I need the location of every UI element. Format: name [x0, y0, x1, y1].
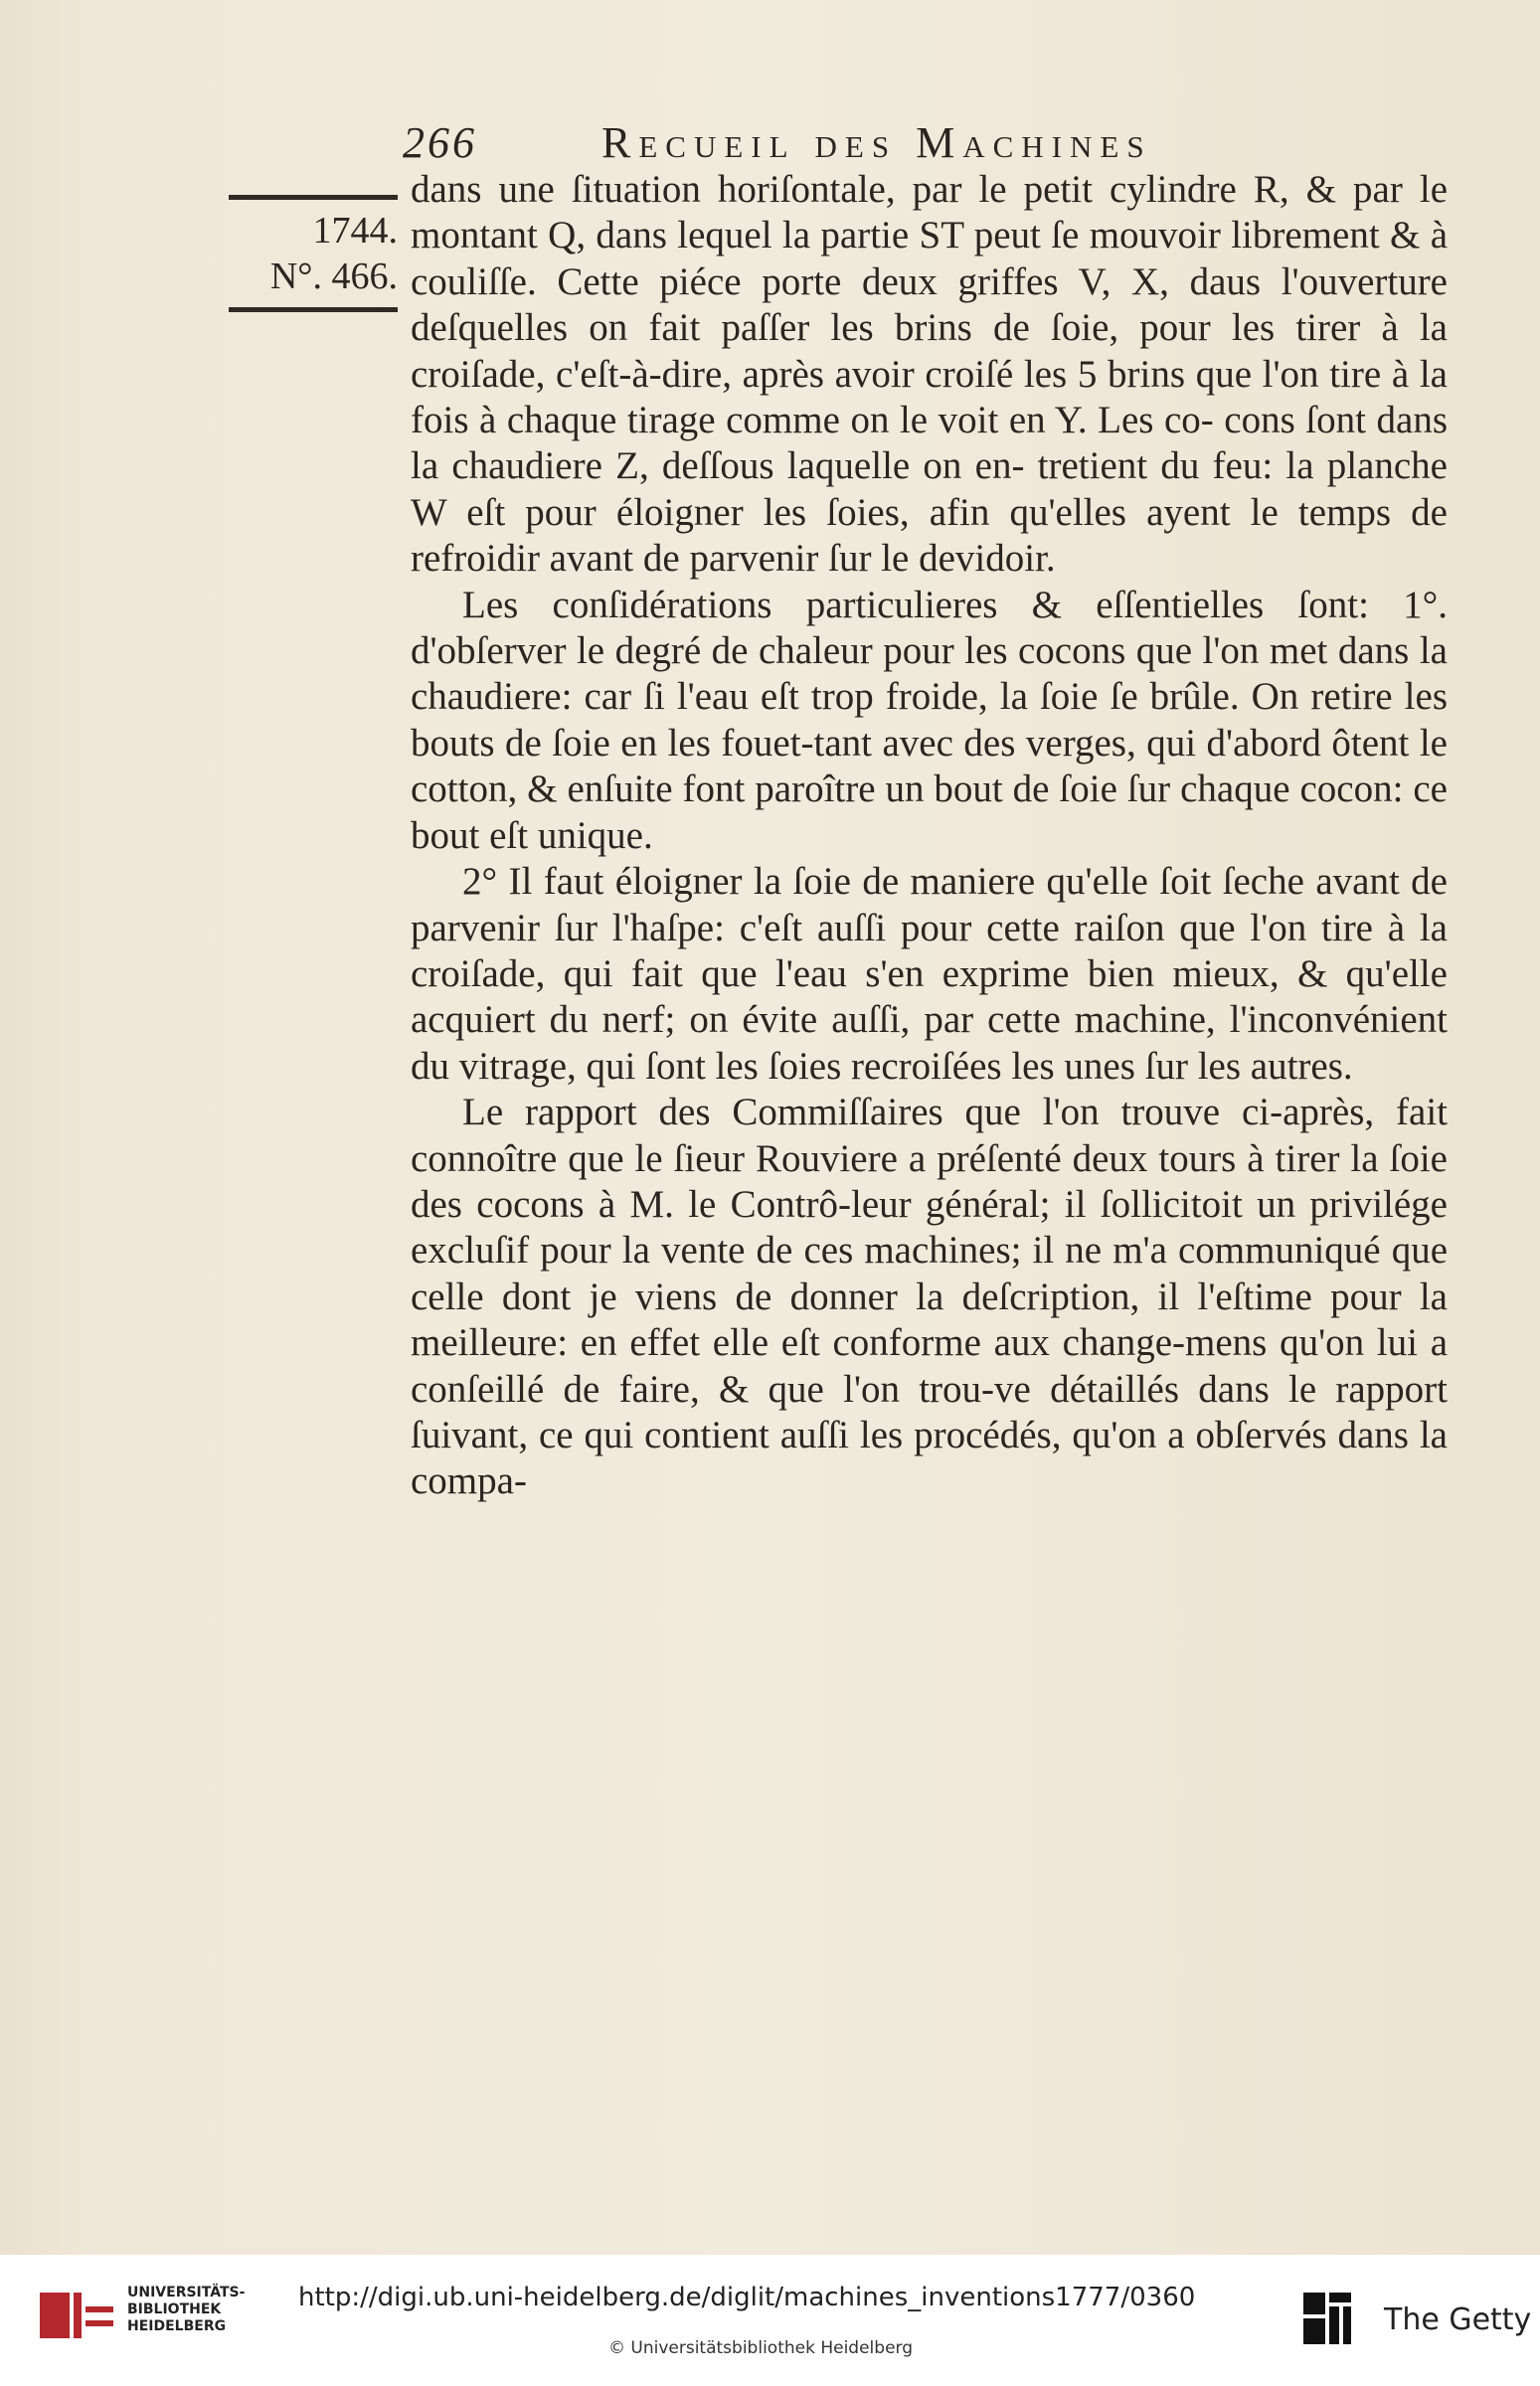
text-line: tretient du feu: la planche W eſt pour éloigner les [411, 444, 1448, 534]
library-name-line: UNIVERSITÄTS- [127, 2285, 246, 2301]
footer-bar [0, 2255, 1540, 2386]
paragraph: 2° Il faut éloigner la ſoie de maniere qu'elle ſoit ſeche avant de parvenir ſur l'haſpe: c'eſt auſſi pour cette raiſon que l'on tire à la croiſade, qui fait que l'eau s'en exprime bien mieux, & qu'elle acquiert du nerf; on évite auſſi, par cette machine, l'inconvénient du vitrage, qui ſont les ſoies recroiſées les unes ſur les autres. [411, 860, 1448, 1088]
text-line: peut ſe mouvoir librement & à couliſſe. Cette piéce [411, 214, 1448, 303]
source-link[interactable]: http://digi.ub.uni-heidelberg.de/diglit/machines_inventions1777/0360 [298, 2283, 1196, 2312]
paragraph [411, 167, 1448, 583]
divider [229, 307, 398, 312]
margin-note [209, 187, 398, 320]
page-number: 266 [403, 118, 477, 167]
text-line: R, & par le montant Q, dans lequel la partie ST [411, 168, 1448, 257]
getty-name: The Getty [1384, 2302, 1532, 2337]
library-name-line: BIBLIOTHEK [127, 2301, 222, 2317]
text-line: c'eſt-à-dire, après avoir croiſé les 5 brins que l'on tire [556, 352, 1392, 396]
library-name-line: HEIDELBERG [127, 2318, 227, 2334]
text-line: parvenir ſur le devidoir. [689, 537, 1056, 581]
library-name [127, 2285, 245, 2335]
margin-number: N°. 466. [269, 256, 398, 297]
paragraph: Les conſidérations particulieres & eſſentielles ſont: 1°. d'obſerver le degré de chaleur pour les cocons que l'on met dans la chaudiere: car ſi l'eau eſt trop froide, la ſoie ſe brûle. On retire les bouts de ſoie en les fouet-tant avec des verges, qui d'abord ôtent le cotton, & enſuite font paroître un bout de ſoie ſur chaque cocon: ce bout eſt unique. [411, 583, 1448, 857]
text-line: fait paſſer les brins de ſoie, pour les tirer à la croiſade, [411, 306, 1448, 396]
university-library-logo-icon [38, 2287, 117, 2344]
margin-year: 1744. [312, 210, 398, 252]
getty-logo-icon [1297, 2287, 1357, 2350]
paragraph: Le rapport des Commiſſaires que l'on trouve ci-après, fait connoître que le ſieur Rouviere a préſenté deux tours à tirer la ſoie des cocons à M. le Contrô-leur général; il ſollicitoit un privilége excluſif pour la vente de ces machines; il ne m'a communiqué que celle dont je viens de donner la deſcription, il l'eſtime pour la meilleure: en effet elle eſt conforme aux change-mens qu'on lui a conſeillé de faire, & que l'on trou-ve détaillés dans le rapport ſuivant, ce qui contient auſſi les procédés, qu'on a obſervés dans la compa- [411, 1091, 1448, 1503]
text-line: à la fois à chaque tirage comme on le voit en Y. Les co- [411, 352, 1448, 442]
text-line: dans une ſituation horiſontale, par le petit cylindre [411, 168, 1254, 211]
text-line: cons ſont dans la chaudiere Z, deſſous laquelle on en- [411, 399, 1448, 488]
copyright-text: © Universitätsbibliothek Heidelberg [608, 2338, 914, 2358]
running-title: Recueil des Machines [601, 118, 1152, 167]
body-text [411, 167, 1448, 1505]
text-line: ſoies, afin qu'elles ayent le temps de refroidir avant de [411, 490, 1448, 581]
divider [229, 195, 398, 200]
text-line: porte deux griffes V, X, daus l'ouverture deſquelles on [411, 259, 1448, 350]
